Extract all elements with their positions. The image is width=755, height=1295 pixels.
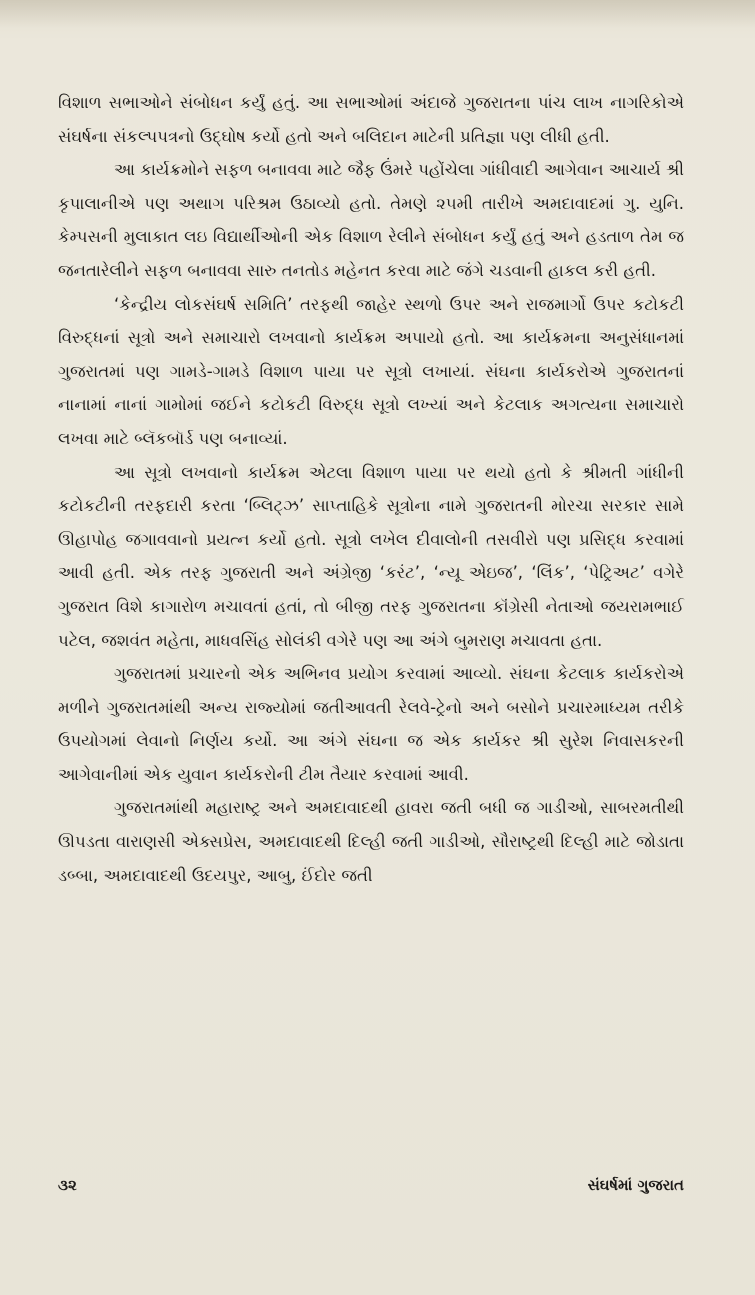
page-top-shadow — [0, 0, 755, 28]
paragraph-5: ગુજરાતમાં પ્રચારનો એક અભિનવ પ્રયોગ કરવામાં આવ્યો. સંઘના કેટલાક કાર્યકરોએ મળીને ગુજરાતમાંથી અન્ય રાજ્યોમાં જતીઆવતી રેલવે-ટ્રેનો અને બસોને પ્રચારમાધ્યમ તરીકે ઉપયોગમાં લેવાનો નિર્ણય કર્યો. આ અંગે સંઘના જ એક કાર્યકર શ્રી સુરેશ નિવાસકરની આગેવાનીમાં એક યુવાન કાર્યકરોની ટીમ તૈયાર કરવામાં આવી. — [58, 664, 684, 784]
paragraph-3: ‘કેન્દ્રીય લોકસંઘર્ષ સમિતિ’ તરફથી જાહેર સ્થળો ઉપર અને રાજમાર્ગો ઉપર કટોકટી વિરુદ્ધનાં સૂત્રો અને સમાચારો લખવાનો કાર્યક્રમ અપાયો હતો. આ કાર્યક્રમના અનુસંધાનમાં ગુજરાતમાં પણ ગામડે-ગામડે વિશાળ પાયા પર સૂત્રો લખાયાં. સંઘના કાર્યકરોએ ગુજરાતનાં નાનામાં નાનાં ગામોમાં જઈને કટોકટી વિરુદ્ધ સૂત્રો લખ્યાં અને કેટલાક અગત્યના સમાચારો લખવા માટે બ્લૅકબૉર્ડ પણ બનાવ્યાં. — [58, 294, 684, 448]
page-footer — [58, 1176, 684, 1206]
paragraph-6: ગુજરાતમાંથી મહારાષ્ટ્ર અને અમદાવાદથી હાવરા જતી બધી જ ગાડીઓ, સાબરમતીથી ઊપડતા વારાણસી એક્સપ્રેસ, અમદાવાદથી દિલ્હી જતી ગાડીઓ, સૌરાષ્ટ્રથી દિલ્હી માટે જોડાતા ડબ્બા, અમદાવાદથી ઉદયપુર, આબુ, ઈંદોર જતી — [58, 798, 684, 885]
running-title: સંઘર્ષમાં ગુજરાત — [587, 1176, 684, 1194]
paragraph-1: વિશાળ સભાઓને સંબોધન કર્યું હતું. આ સભાઓમાં અંદાજે ગુજરાતના પાંચ લાખ નાગરિકોએ સંઘર્ષના સંકલ્પપત્રનો ઉદ્‌ઘોષ કર્યો હતો અને બલિદાન માટેની પ્રતિજ્ઞા પણ લીધી હતી. — [58, 93, 684, 146]
page-body-text — [58, 86, 684, 892]
page-number: ૩૨ — [58, 1176, 77, 1194]
paragraph-2: આ કાર્યક્રમોને સફળ બનાવવા માટે જૈફ ઉંમરે પહોંચેલા ગાંધીવાદી આગેવાન આચાર્ય શ્રી કૃપાલાનીએ પણ અથાગ પરિશ્રમ ઉઠાવ્યો હતો. તેમણે ૨૫મી તારીખે અમદાવાદમાં ગુ. યુનિ. કેમ્પસની મુલાકાત લઇ વિદ્યાર્થીઓની એક વિશાળ રેલીને સંબોધન કર્યું હતું અને હડતાળ તેમ જ જનતારેલીને સફળ બનાવવા સારુ તનતોડ મહેનત કરવા માટે જંગે ચડવાની હાકલ કરી હતી. — [58, 160, 684, 280]
paragraph-4: આ સૂત્રો લખવાનો કાર્યક્રમ એટલા વિશાળ પાયા પર થયો હતો કે શ્રીમતી ગાંધીની કટોકટીની તરફદારી કરતા ‘બ્લિટ્ઝ’ સાપ્તાહિકે સૂત્રોના નામે ગુજરાતની મોરચા સરકાર સામે ઊહાપોહ જગાવવાનો પ્રયત્ન કર્યો હતો. સૂત્રો લખેલ દીવાલોની તસવીરો પણ પ્રસિદ્ધ કરવામાં આવી હતી. એક તરફ ગુજરાતી અને અંગ્રેજી ‘કરંટ’, ‘ન્યૂ એઇજ’, ‘લિંક’, ‘પેટ્રિઅટ’ વગેરે ગુજરાત વિશે કાગારોળ મચાવતાં હતાં, તો બીજી તરફ ગુજરાતના કૉંગ્રેસી નેતાઓ જયરામભાઈ પટેલ, જશવંત મહેતા, માધવસિંહ સોલંકી વગેરે પણ આ અંગે બુમરાણ મચાવતા હતા. — [58, 462, 684, 650]
